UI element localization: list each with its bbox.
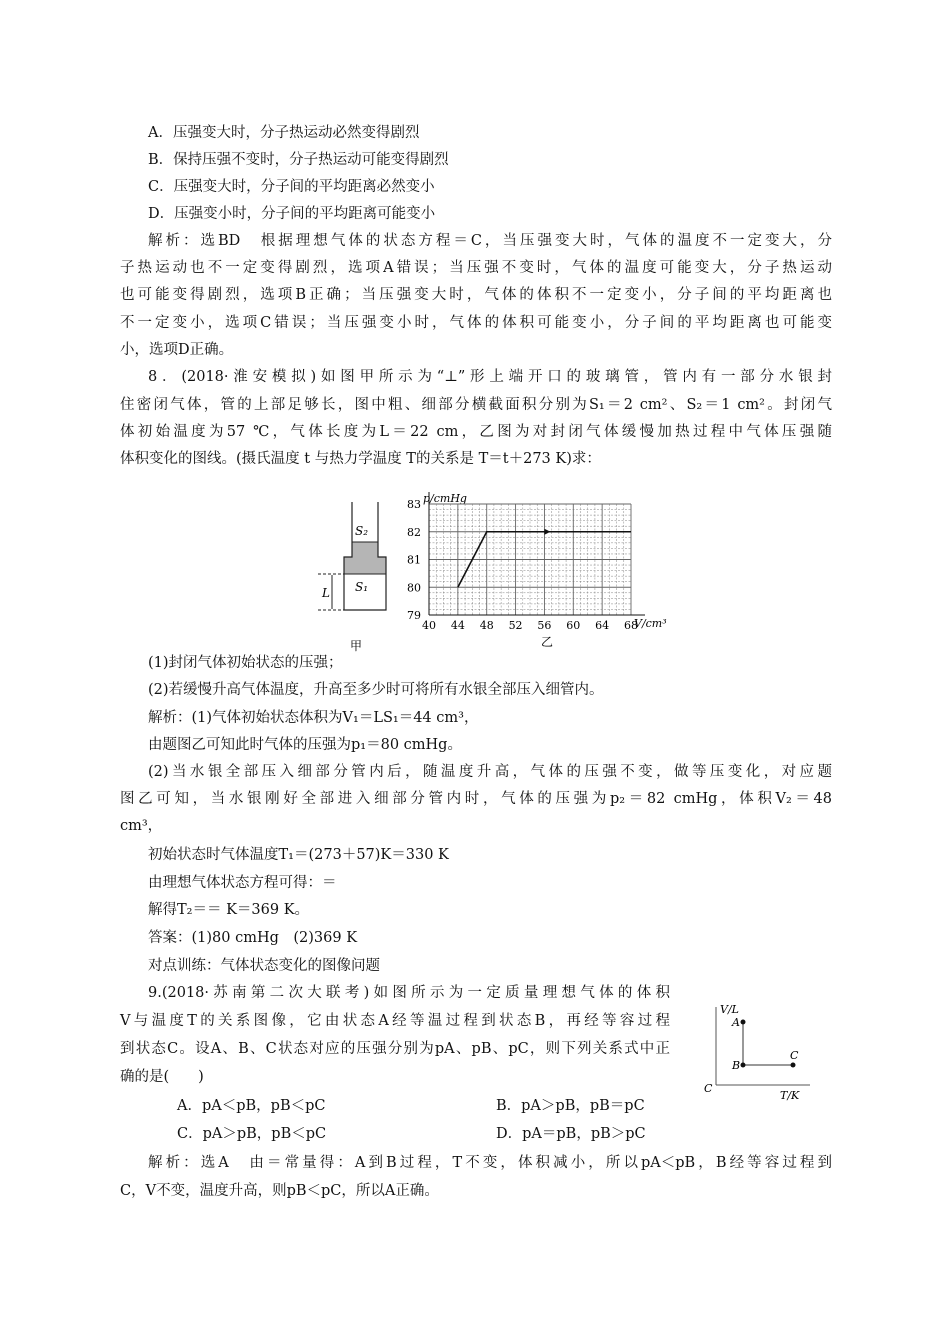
y-axis-label: p/cmHg bbox=[423, 492, 467, 505]
option-c: C．压强变大时，分子间的平均距离必然变小 bbox=[148, 179, 435, 195]
question-2: (2)若缓慢升高气体温度，升高至多少时可将所有水银全部压入细管内。 bbox=[148, 682, 604, 698]
label-l: L bbox=[322, 586, 330, 600]
x-tick-label: 64 bbox=[595, 619, 610, 632]
figure-yi-chart bbox=[405, 488, 685, 658]
analysis-line: 小，选项D正确。 bbox=[120, 342, 234, 358]
stem-line: V与温度T的关系图像，它由状态A经等温过程到状态B，再经等容过程 bbox=[120, 1013, 670, 1029]
x-tick-label: 60 bbox=[566, 619, 581, 632]
figure-jia-tube bbox=[310, 490, 400, 660]
point-c bbox=[791, 1063, 796, 1068]
x-tick-label: 68 bbox=[624, 619, 638, 632]
option-b: B．保持压强不变时，分子热运动可能变得剧烈 bbox=[148, 152, 449, 168]
x-tick-label: 40 bbox=[422, 619, 436, 632]
label-s2: S₂ bbox=[355, 524, 369, 538]
y-tick-label: 79 bbox=[407, 609, 421, 622]
analysis-line: 子热运动也不一定变得剧烈，选项A错误；当压强不变时，气体的温度可能变大，分子热运动 bbox=[120, 260, 832, 276]
y-tick-label: 81 bbox=[407, 553, 421, 567]
section-heading: 对点训练：气体状态变化的图像问题 bbox=[148, 958, 380, 974]
analysis-line: 解析：(1)气体初始状态体积为V₁＝LS₁＝44 cm³， bbox=[148, 710, 479, 726]
analysis-line: 由理想气体状态方程可得：＝ bbox=[148, 875, 337, 891]
caption-jia: 甲 bbox=[350, 639, 363, 653]
x-axis-label: V/cm³ bbox=[634, 617, 667, 630]
option-d: D．压强变小时，分子间的平均距离可能变小 bbox=[148, 206, 436, 222]
analysis-line: 由题图乙可知此时气体的压强为p₁＝80 cmHg。 bbox=[148, 737, 462, 753]
option-c: C．pA＞pB，pB＜pC bbox=[177, 1126, 327, 1142]
figure-v-t-graph bbox=[680, 995, 820, 1115]
analysis-line: 也可能变得剧烈，选项B正确；当压强变大时，气体的体积不一定变小，分子间的平均距离也 bbox=[120, 287, 832, 303]
point-a bbox=[741, 1020, 746, 1025]
analysis-line: cm³， bbox=[120, 818, 163, 834]
analysis-line: 解析：选A 由＝常量得：A到B过程，T不变，体积减小，所以pA＜pB，B经等容过程到 bbox=[148, 1155, 832, 1171]
question-1: (1)封闭气体初始状态的压强； bbox=[148, 655, 343, 671]
mercury-wide bbox=[344, 557, 386, 574]
caption-yi: 乙 bbox=[541, 635, 554, 649]
y-tick-label: 80 bbox=[407, 581, 421, 595]
origin-label: C bbox=[704, 1082, 713, 1095]
analysis-line: 解析：选BD 根据理想气体的状态方程＝C，当压强变大时，气体的温度不一定变大，分 bbox=[148, 233, 832, 249]
option-a: A．压强变大时，分子热运动必然变得剧烈 bbox=[148, 125, 420, 141]
x-tick-label: 48 bbox=[479, 619, 494, 632]
point-b bbox=[741, 1063, 746, 1068]
x-tick-label: 56 bbox=[537, 619, 552, 632]
option-d: D．pA＝pB，pB＞pC bbox=[496, 1126, 646, 1142]
stem-line: 到状态C。设A、B、C状态对应的压强分别为pA、pB、pC，则下列关系式中正 bbox=[120, 1041, 670, 1057]
answer-line: 答案：(1)80 cmHg (2)369 K bbox=[148, 930, 358, 946]
stem-line: 8．(2018·淮安模拟)如图甲所示为“⊥”形上端开口的玻璃管，管内有一部分水银封 bbox=[148, 369, 832, 385]
analysis-line: 解得T₂＝＝ K＝369 K。 bbox=[148, 902, 310, 918]
analysis-line: (2)当水银全部压入细部分管内后，随温度升高，气体的压强不变，做等压变化，对应题 bbox=[148, 764, 832, 780]
x-axis-label: T/K bbox=[780, 1089, 800, 1102]
stem-line: 体积变化的图线。(摄氏温度 t 与热力学温度 T的关系是 T＝t＋273 K)求： bbox=[120, 451, 601, 467]
analysis-line: C，V不变，温度升高，则pB＜pC，所以A正确。 bbox=[120, 1183, 439, 1199]
analysis-line: 图乙可知，当水银刚好全部进入细部分管内时，气体的压强为p₂＝82 cmHg，体积V₂＝48 bbox=[120, 791, 832, 807]
label-s1: S₁ bbox=[355, 580, 369, 594]
stem-line: 体初始温度为57 ℃，气体长度为L＝22 cm，乙图为对封闭气体缓慢加热过程中气体压强随 bbox=[120, 424, 832, 440]
mercury-narrow bbox=[352, 542, 378, 557]
stem-line: 住密闭气体，管的上部足够长，图中粗、细部分横截面积分别为S₁＝2 cm²、S₂＝1 cm²。封闭气 bbox=[120, 397, 832, 413]
y-tick-label: 83 bbox=[407, 498, 421, 511]
label-b: B bbox=[732, 1059, 741, 1072]
x-tick-label: 44 bbox=[450, 619, 465, 632]
option-b: B．pA＞pB，pB＝pC bbox=[496, 1098, 645, 1114]
label-c: C bbox=[790, 1049, 799, 1062]
stem-line: 9.(2018·苏南第二次大联考)如图所示为一定质量理想气体的体积 bbox=[148, 985, 670, 1001]
y-axis-label: V/L bbox=[720, 1003, 739, 1016]
option-a: A．pA＜pB，pB＜pC bbox=[177, 1098, 326, 1114]
analysis-line: 不一定变小，选项C错误；当压强变小时，气体的体积可能变小，分子间的平均距离也可能变 bbox=[120, 315, 832, 331]
direction-arrow bbox=[544, 529, 550, 535]
x-tick-label: 52 bbox=[508, 619, 523, 632]
stem-line: 确的是( ) bbox=[120, 1069, 204, 1085]
label-a: A bbox=[732, 1016, 740, 1029]
analysis-line: 初始状态时气体温度T₁＝(273＋57)K＝330 K bbox=[148, 847, 449, 863]
y-tick-label: 82 bbox=[407, 525, 421, 539]
